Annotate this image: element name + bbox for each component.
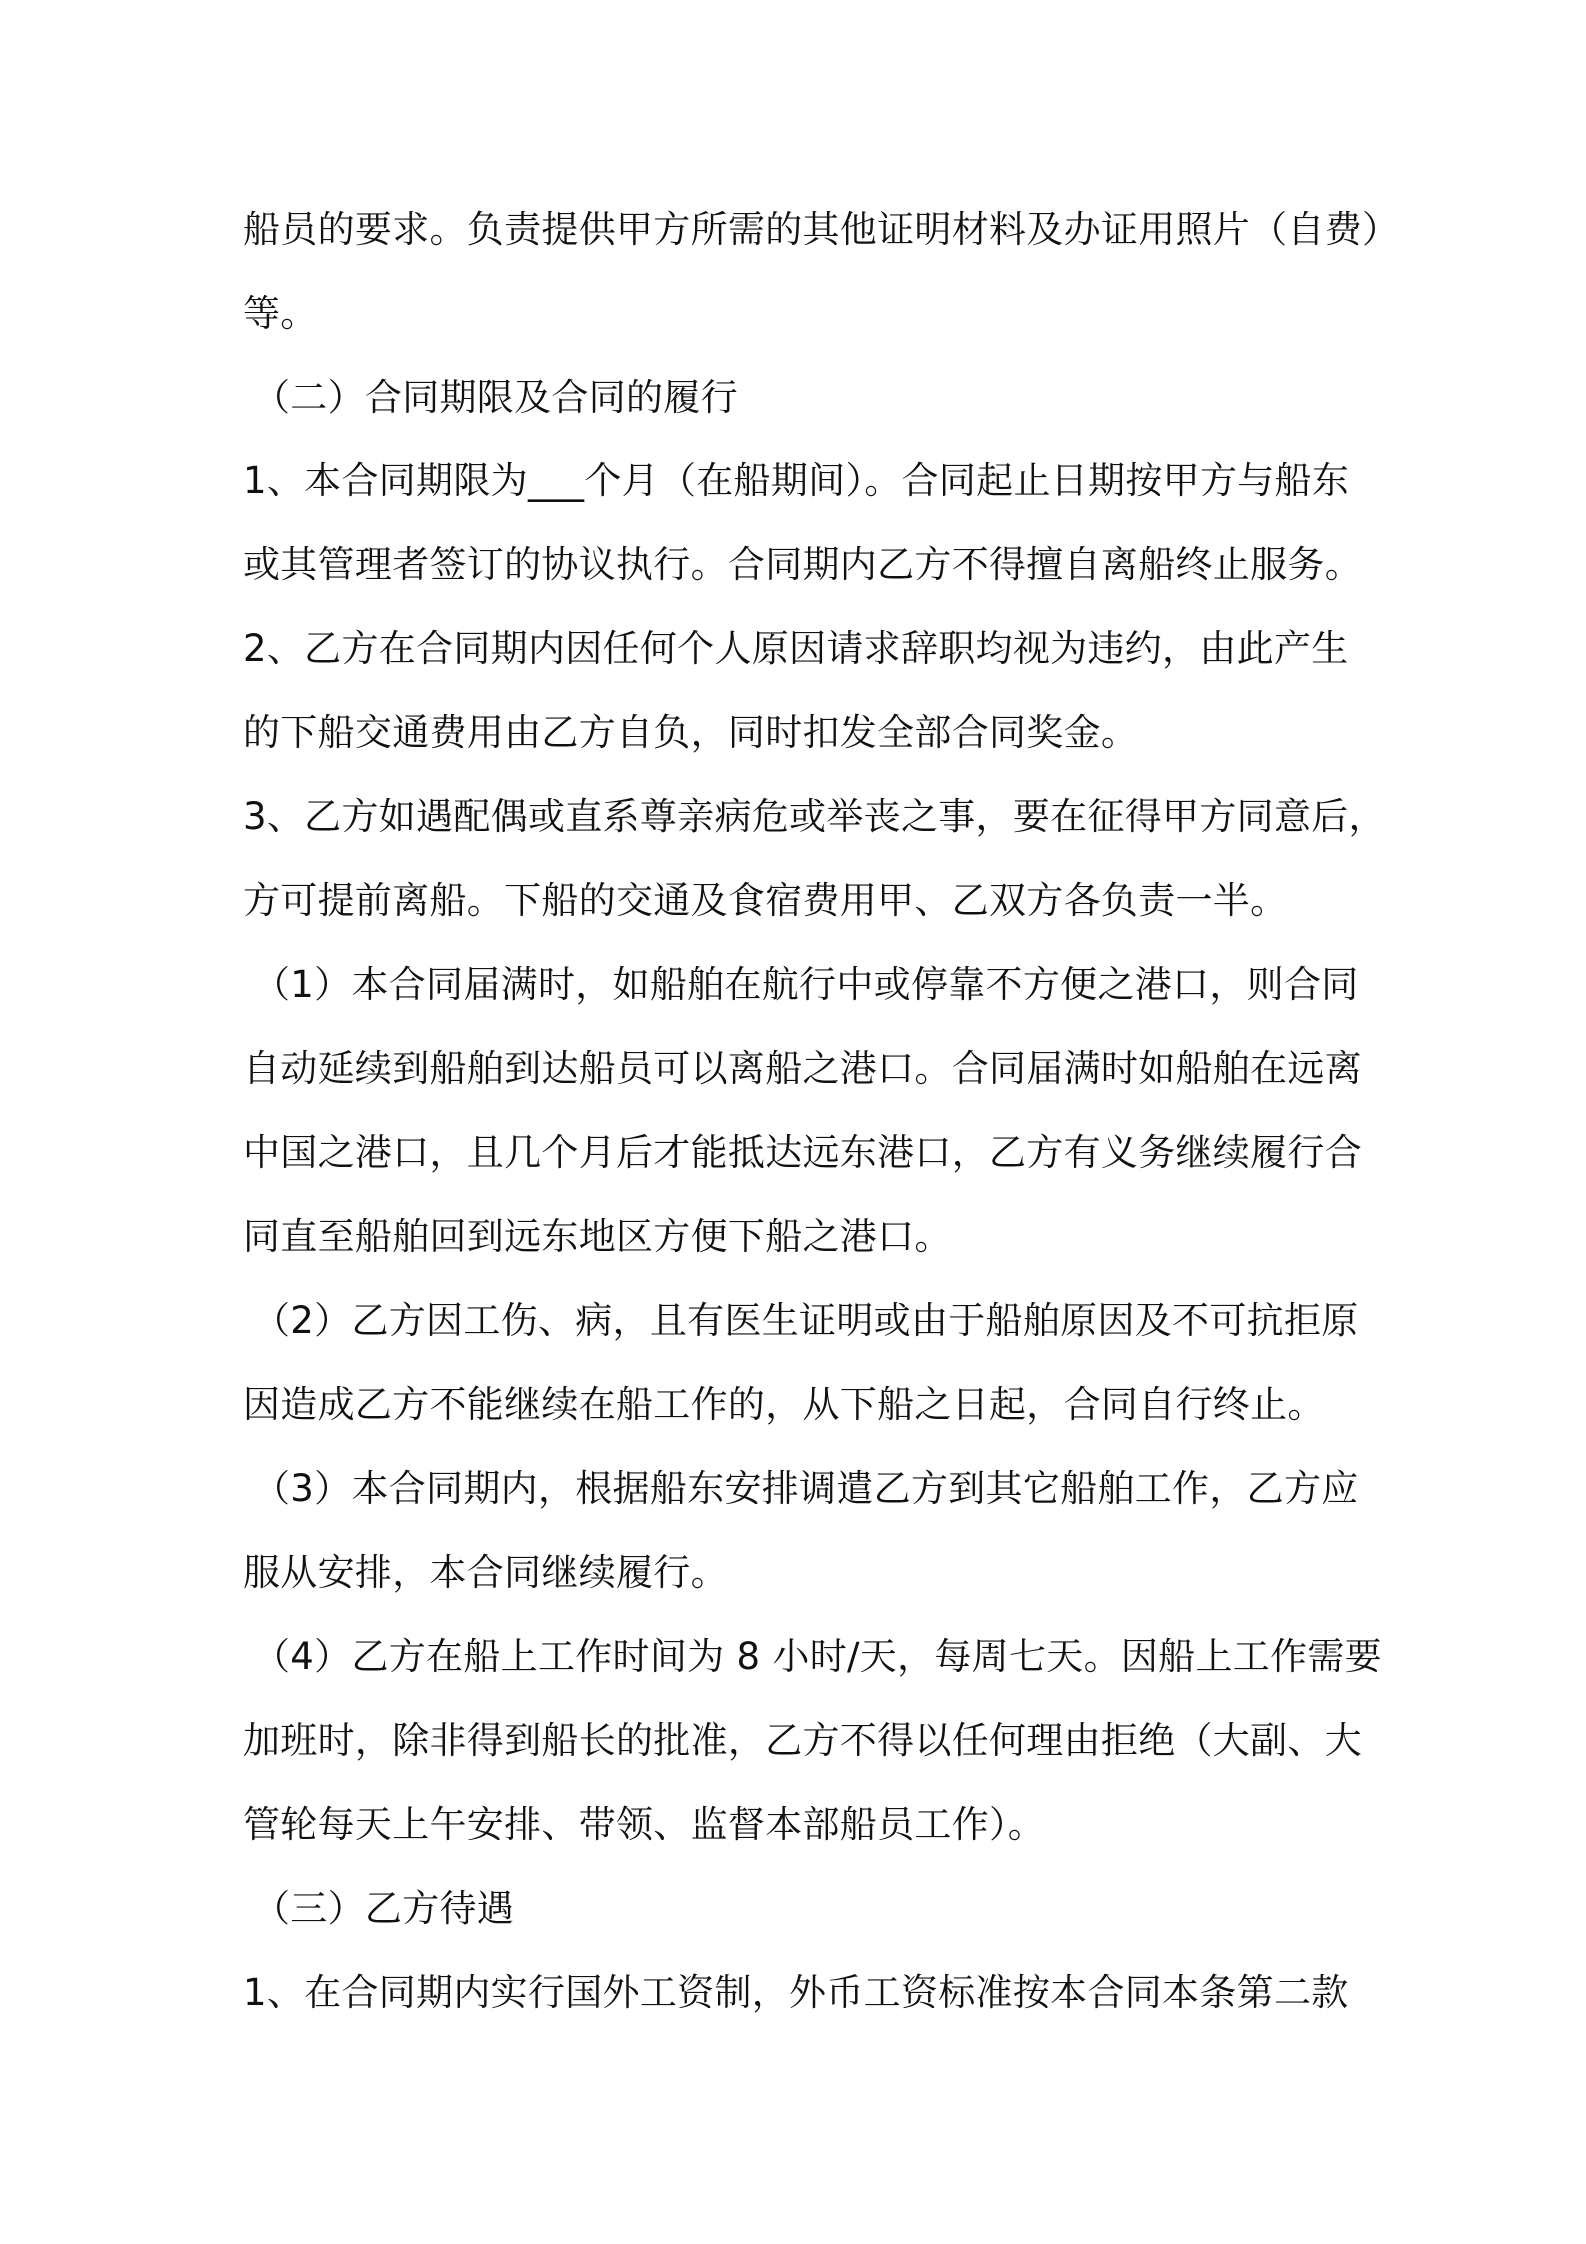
paragraph-line: 方可提前离船。下船的交通及食宿费用甲、乙双方各负责一半。 <box>243 879 1288 922</box>
paragraph-line: 自动延续到船舶到达船员可以离船之港口。合同届满时如船舶在远离 <box>243 1047 1362 1090</box>
paragraph-line: 因造成乙方不能继续在船工作的，从下船之日起，合同自行终止。 <box>243 1383 1325 1426</box>
paragraph-line: 的下船交通费用由乙方自负，同时扣发全部合同奖金。 <box>243 711 1139 754</box>
paragraph-line: （2）乙方因工伤、病，且有医生证明或由于船舶原因及不可抗拒原 <box>253 1299 1359 1342</box>
paragraph-line: （4）乙方在船上工作时间为 8 小时/天，每周七天。因船上工作需要 <box>253 1635 1382 1678</box>
paragraph-line: 管轮每天上午安排、带领、监督本部船员工作）。 <box>243 1803 1046 1846</box>
paragraph-line: 中国之港口，且几个月后才能抵达远东港口，乙方有义务继续履行合 <box>243 1131 1362 1174</box>
paragraph-line: （3）本合同期内，根据船东安排调遣乙方到其它船舶工作，乙方应 <box>253 1467 1359 1510</box>
paragraph-line: 加班时，除非得到船长的批准，乙方不得以任何理由拒绝（大副、大 <box>243 1719 1362 1762</box>
paragraph-line: 1、本合同期限为___个月（在船期间）。合同起止日期按甲方与船东 <box>243 459 1350 502</box>
section-heading: （二）合同期限及合同的履行 <box>253 376 738 419</box>
paragraph-line: 等。 <box>243 292 318 335</box>
paragraph-line: 或其管理者签订的协议执行。合同期内乙方不得擅自离船终止服务。 <box>243 543 1362 586</box>
paragraph-line: 服从安排，本合同继续履行。 <box>243 1551 728 1594</box>
paragraph-line: 1、在合同期内实行国外工资制，外币工资标准按本合同本条第二款 <box>243 1971 1349 2014</box>
section-heading: （三）乙方待遇 <box>253 1887 515 1930</box>
paragraph-line: 3、乙方如遇配偶或直系尊亲病危或举丧之事，要在征得甲方同意后， <box>243 795 1386 838</box>
paragraph-line: 2、乙方在合同期内因任何个人原因请求辞职均视为违约，由此产生 <box>243 627 1349 670</box>
paragraph-line: 同直至船舶回到远东地区方便下船之港口。 <box>243 1215 952 1258</box>
paragraph-line: （1）本合同届满时，如船舶在航行中或停靠不方便之港口，则合同 <box>253 963 1359 1006</box>
paragraph-line: 船员的要求。负责提供甲方所需的其他证明材料及办证用照片（自费） <box>243 208 1400 251</box>
